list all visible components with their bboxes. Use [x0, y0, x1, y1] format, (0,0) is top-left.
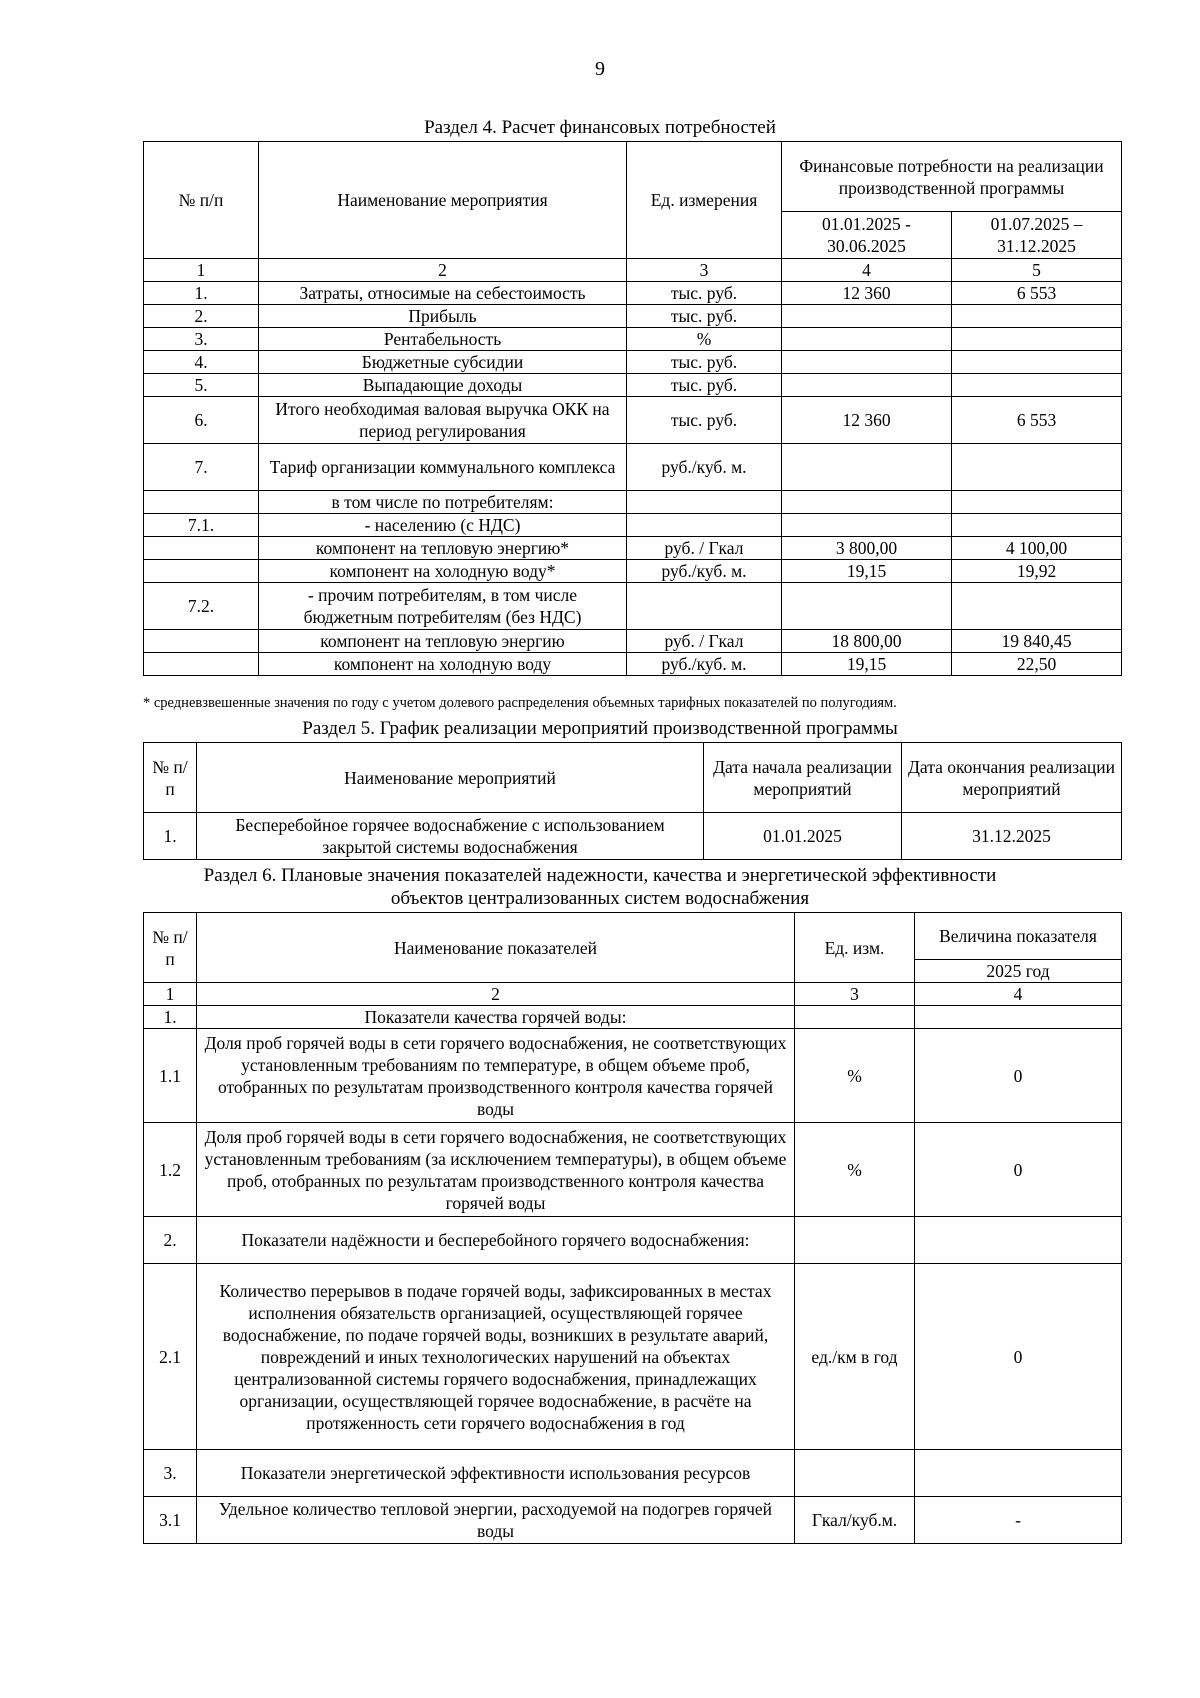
table-row — [144, 1497, 1122, 1544]
col-number: 1 — [144, 259, 259, 282]
row-period2 — [952, 491, 1122, 514]
row-name: Итого необходимая валовая выручка ОКК на период регулирования — [259, 397, 627, 444]
section6-title-line2: объектов централизованных систем водоснабжения — [390, 888, 810, 909]
row-name: Затраты, относимые на себестоимость — [259, 282, 627, 305]
row-unit — [627, 583, 782, 630]
row-num: 1.2 — [144, 1123, 197, 1217]
row-unit: тыс. руб. — [627, 397, 782, 444]
row-value: - — [915, 1497, 1122, 1544]
row-unit: % — [627, 328, 782, 351]
section6-title-line1: Раздел 6. Плановые значения показателей надежности, качества и энергетической эффективности — [203, 865, 997, 886]
row-num: 2.1 — [144, 1264, 197, 1450]
section5-title: Раздел 5. График реализации мероприятий производственной программы — [302, 718, 898, 739]
row-period2 — [952, 444, 1122, 491]
row-period2: 6 553 — [952, 282, 1122, 305]
header-start: Дата начала реализации мероприятий — [704, 743, 902, 813]
row-name: компонент на холодную воду* — [259, 560, 627, 583]
row-period1: 3 800,00 — [782, 537, 952, 560]
row-period1 — [782, 514, 952, 537]
col-number: 4 — [782, 259, 952, 282]
col-number: 2 — [197, 983, 795, 1006]
row-value — [915, 1450, 1122, 1497]
schedule-table — [143, 742, 1122, 860]
row-name: Показатели надёжности и бесперебойного горячего водоснабжения: — [197, 1217, 795, 1264]
row-num — [144, 630, 259, 653]
row-name: Выпадающие доходы — [259, 374, 627, 397]
header-name: Наименование мероприятия — [259, 142, 627, 259]
header-value: Величина показателя — [915, 913, 1122, 960]
indicators-table — [143, 912, 1122, 1544]
row-value: 0 — [915, 1264, 1122, 1450]
row-num: 7.1. — [144, 514, 259, 537]
row-name: компонент на холодную воду — [259, 653, 627, 676]
row-period1: 19,15 — [782, 653, 952, 676]
row-unit — [627, 514, 782, 537]
table-row — [144, 444, 1122, 491]
row-period2 — [952, 351, 1122, 374]
header-unit: Ед. измерения — [627, 142, 782, 259]
row-name: Удельное количество тепловой энергии, расходуемой на подогрев горячей воды — [197, 1497, 795, 1544]
col-number: 4 — [915, 983, 1122, 1006]
row-period1 — [782, 328, 952, 351]
row-name: Показатели качества горячей воды: — [197, 1006, 795, 1029]
row-period1: 18 800,00 — [782, 630, 952, 653]
row-unit — [627, 491, 782, 514]
header-end: Дата окончания реализации мероприятий — [902, 743, 1122, 813]
row-num: 4. — [144, 351, 259, 374]
table-row — [144, 1264, 1122, 1450]
row-period1: 12 360 — [782, 282, 952, 305]
row-name: Бюджетные субсидии — [259, 351, 627, 374]
row-start-date: 01.01.2025 — [704, 813, 902, 860]
row-name: в том числе по потребителям: — [259, 491, 627, 514]
row-period2: 6 553 — [952, 397, 1122, 444]
table-row — [144, 397, 1122, 444]
row-num: 3. — [144, 1450, 197, 1497]
col-number: 3 — [795, 983, 915, 1006]
row-period1 — [782, 491, 952, 514]
row-name: компонент на тепловую энергию* — [259, 537, 627, 560]
row-num: 5. — [144, 374, 259, 397]
header-unit: Ед. изм. — [795, 913, 915, 983]
col-number: 3 — [627, 259, 782, 282]
table-row — [144, 351, 1122, 374]
row-unit — [795, 1450, 915, 1497]
col-number: 1 — [144, 983, 197, 1006]
table-row — [144, 1029, 1122, 1123]
table-row — [144, 1006, 1122, 1029]
row-name: - прочим потребителям, в том числе бюджетным потребителям (без НДС) — [259, 583, 627, 630]
row-value: 0 — [915, 1123, 1122, 1217]
row-num — [144, 537, 259, 560]
row-value — [915, 1006, 1122, 1029]
row-name: Прибыль — [259, 305, 627, 328]
row-num: 1. — [144, 813, 197, 860]
row-period2: 4 100,00 — [952, 537, 1122, 560]
row-name: Доля проб горячей воды в сети горячего водоснабжения, не соответствующих установленным требованиям (за исключением температуры), в общем объеме проб, отобранных по результатам производственного контроля качества горячей воды — [197, 1123, 795, 1217]
table-row — [144, 560, 1122, 583]
table-row — [144, 491, 1122, 514]
row-num: 7.2. — [144, 583, 259, 630]
row-period2: 22,50 — [952, 653, 1122, 676]
row-unit: ед./км в год — [795, 1264, 915, 1450]
row-period2 — [952, 514, 1122, 537]
header-num: № п/п — [144, 743, 197, 813]
row-unit: % — [795, 1123, 915, 1217]
header-num: № п/п — [144, 142, 259, 259]
header-year: 2025 год — [915, 960, 1122, 983]
row-period2: 19 840,45 — [952, 630, 1122, 653]
row-unit: тыс. руб. — [627, 351, 782, 374]
row-period1 — [782, 444, 952, 491]
row-unit: руб./куб. м. — [627, 444, 782, 491]
table-row — [144, 305, 1122, 328]
row-unit: % — [795, 1029, 915, 1123]
table-row — [144, 514, 1122, 537]
header-period2: 01.07.2025 – 31.12.2025 — [952, 212, 1122, 259]
table-row — [144, 1123, 1122, 1217]
table-row — [144, 328, 1122, 351]
row-unit — [795, 1217, 915, 1264]
table-row — [144, 374, 1122, 397]
row-name: Показатели энергетической эффективности использования ресурсов — [197, 1450, 795, 1497]
row-period1: 12 360 — [782, 397, 952, 444]
row-period1: 19,15 — [782, 560, 952, 583]
row-num: 1. — [144, 1006, 197, 1029]
row-num — [144, 653, 259, 676]
row-name: Количество перерывов в подаче горячей воды, зафиксированных в местах исполнения обязательств организацией, осуществляющей горячее водоснабжение, по подаче горячей воды, возникших в результате аварий, повреждений и иных технологических нарушений на объектах централизованной системы горячего водоснабжения, принадлежащих организации, осуществляющей горячее водоснабжение, в расчёте на протяженность сети горячего водоснабжения в год — [197, 1264, 795, 1450]
table-row — [144, 653, 1122, 676]
row-name: компонент на тепловую энергию — [259, 630, 627, 653]
row-num — [144, 560, 259, 583]
row-num: 3.1 — [144, 1497, 197, 1544]
row-unit: руб. / Гкал — [627, 630, 782, 653]
header-period1: 01.01.2025 - 30.06.2025 — [782, 212, 952, 259]
row-unit: тыс. руб. — [627, 374, 782, 397]
row-period1 — [782, 305, 952, 328]
row-name: - населению (с НДС) — [259, 514, 627, 537]
row-period2 — [952, 328, 1122, 351]
row-name: Бесперебойное горячее водоснабжение с использованием закрытой системы водоснабжения — [197, 813, 704, 860]
row-num — [144, 491, 259, 514]
row-period2: 19,92 — [952, 560, 1122, 583]
row-unit: руб./куб. м. — [627, 560, 782, 583]
row-unit — [795, 1006, 915, 1029]
row-num: 1. — [144, 282, 259, 305]
table-row — [144, 1217, 1122, 1264]
header-name: Наименование показателей — [197, 913, 795, 983]
table-row — [144, 583, 1122, 630]
row-period2 — [952, 583, 1122, 630]
row-period2 — [952, 374, 1122, 397]
row-name: Рентабельность — [259, 328, 627, 351]
row-unit: тыс. руб. — [627, 282, 782, 305]
row-value: 0 — [915, 1029, 1122, 1123]
table-row — [144, 1450, 1122, 1497]
header-name: Наименование мероприятий — [197, 743, 704, 813]
section4-title: Раздел 4. Расчет финансовых потребностей — [424, 117, 776, 138]
row-unit: Гкал/куб.м. — [795, 1497, 915, 1544]
row-num: 7. — [144, 444, 259, 491]
row-num: 2. — [144, 305, 259, 328]
footnote: * средневзвешенные значения по году с учетом долевого распределения объемных тарифных показателей по полугодиям. — [143, 695, 897, 711]
row-value — [915, 1217, 1122, 1264]
row-num: 2. — [144, 1217, 197, 1264]
page-number: 9 — [595, 58, 605, 80]
header-num: № п/п — [144, 913, 197, 983]
header-fin-group: Финансовые потребности на реализации производственной программы — [782, 142, 1122, 212]
table-row — [144, 630, 1122, 653]
row-end-date: 31.12.2025 — [902, 813, 1122, 860]
row-num: 3. — [144, 328, 259, 351]
row-unit: руб./куб. м. — [627, 653, 782, 676]
col-number: 5 — [952, 259, 1122, 282]
table-row — [144, 282, 1122, 305]
row-period1 — [782, 374, 952, 397]
row-name: Доля проб горячей воды в сети горячего водоснабжения, не соответствующих установленным требованиям по температуре, в общем объеме проб, отобранных по результатам производственного контроля качества горячей воды — [197, 1029, 795, 1123]
row-num: 6. — [144, 397, 259, 444]
financial-needs-table — [143, 141, 1122, 676]
row-period1 — [782, 583, 952, 630]
row-name: Тариф организации коммунального комплекса — [259, 444, 627, 491]
col-number: 2 — [259, 259, 627, 282]
table-row — [144, 537, 1122, 560]
table-row — [144, 813, 1122, 860]
row-unit: руб. / Гкал — [627, 537, 782, 560]
row-period2 — [952, 305, 1122, 328]
row-num: 1.1 — [144, 1029, 197, 1123]
row-unit: тыс. руб. — [627, 305, 782, 328]
row-period1 — [782, 351, 952, 374]
